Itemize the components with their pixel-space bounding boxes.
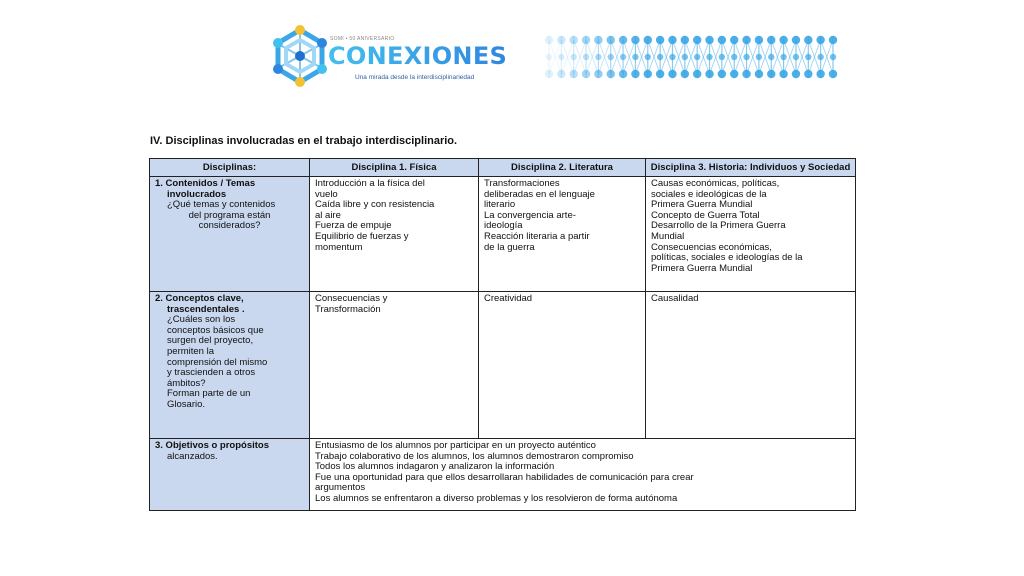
cell-line: Causas económicas, políticas, <box>651 178 780 189</box>
cell-line: Desarrollo de la Primera Guerra <box>651 220 786 232</box>
cell-line: Fuerza de empuje <box>315 220 392 232</box>
row-head-subtitle: ámbitos? <box>167 377 206 389</box>
row-head-title: involucrados <box>167 188 227 200</box>
row-head-title: 2. Conceptos clave, <box>155 293 244 304</box>
row-head-subtitle: Glosario. <box>167 398 206 410</box>
cell-line: de la guerra <box>484 241 535 253</box>
table-row <box>150 292 856 439</box>
logo-title: CONEXIONES <box>328 42 508 70</box>
cell-line: Trabajo colaborativo de los alumnos, los alumnos demostraron compromiso <box>315 450 634 462</box>
cell-line: Transformación <box>315 303 381 315</box>
row-head-subtitle: alcanzados. <box>167 450 218 462</box>
row-head-subtitle: del programa están <box>188 209 271 221</box>
cell-line: Primera Guerra Mundial <box>651 262 753 274</box>
cell-line: La convergencia arte- <box>484 209 576 221</box>
header-disciplina-2: Disciplina 2. Literatura <box>479 159 646 177</box>
cell-line: sociales e ideológicas de la <box>651 188 767 200</box>
cell-line: Consecuencias y <box>315 293 388 304</box>
header-disciplina-1: Disciplina 1. Física <box>310 159 479 177</box>
cell-line: Fue una oportunidad para que ellos desarrollaran habilidades de comunicación para crear <box>315 471 694 483</box>
row-head-title: 1. Contenidos / Temas <box>155 178 256 189</box>
logo-subtitle: Una mirada desde la interdisciplinariedad <box>355 74 475 81</box>
cell-historia-conceptos <box>646 292 856 439</box>
table-header-row <box>150 159 856 177</box>
cell-objetivos-merged <box>310 439 856 511</box>
cell-line: momentum <box>315 241 363 253</box>
row-head-subtitle: ¿Qué temas y contenidos <box>167 199 276 211</box>
section-title: IV. Disciplinas involucradas en el trabajo interdisciplinario. <box>150 135 458 147</box>
cell-line: al aire <box>315 209 341 221</box>
cell-line: Primera Guerra Mundial <box>651 199 753 211</box>
row-head-subtitle: Forman parte de un <box>167 388 251 400</box>
row-head-subtitle: surgen del proyecto, <box>167 335 254 347</box>
logo-small-text: SOMI • 50 ANIVERSARIO <box>330 36 395 42</box>
row-head-objetivos <box>150 439 310 511</box>
row-head-subtitle: conceptos básicos que <box>167 324 264 336</box>
row-head-title: 3. Objetivos o propósitos <box>155 440 270 451</box>
cell-line: Entusiasmo de los alumnos por participar en un proyecto auténtico <box>315 440 596 451</box>
cell-line: Todos los alumnos indagaron y analizaron la información <box>315 461 555 473</box>
row-head-title: trascendentales . <box>167 303 245 315</box>
header-disciplina-3: Disciplina 3. Historia: Individuos y Sociedad <box>646 159 856 177</box>
cell-literatura-contenidos <box>479 177 646 292</box>
cell-line: Equilibrio de fuerzas y <box>315 230 409 242</box>
cell-line: deliberadas en el lenguaje <box>484 188 595 200</box>
row-head-conceptos <box>150 292 310 439</box>
row-head-subtitle: comprensión del mismo <box>167 356 268 368</box>
header-disciplinas: Disciplinas: <box>150 159 310 177</box>
cell-line: Mundial <box>651 230 685 242</box>
cell-line: vuelo <box>315 188 338 200</box>
cell-line: políticas, sociales e ideologías de la <box>651 252 803 264</box>
decorative-network-band-icon <box>543 30 839 84</box>
cell-line: Introducción a la física del <box>315 178 425 189</box>
cell-line: ideología <box>484 220 523 232</box>
row-head-subtitle: considerados? <box>198 220 261 232</box>
cell-literatura-conceptos <box>479 292 646 439</box>
cell-line: Transformaciones <box>484 178 560 189</box>
row-head-contenidos <box>150 177 310 292</box>
molecule-logo-icon <box>270 24 330 88</box>
cell-line: argumentos <box>315 482 366 494</box>
row-head-subtitle: permiten la <box>167 345 214 357</box>
disciplines-table <box>149 158 856 511</box>
cell-line: Los alumnos se enfrentaron a diverso problemas y los resolvieron de forma autónoma <box>315 492 678 504</box>
cell-line: Reacción literaria a partir <box>484 230 590 242</box>
table-row <box>150 177 856 292</box>
cell-historia-contenidos <box>646 177 856 292</box>
cell-line: Concepto de Guerra Total <box>651 209 760 221</box>
cell-fisica-conceptos <box>310 292 479 439</box>
cell-fisica-contenidos <box>310 177 479 292</box>
cell-line: Causalidad <box>651 293 699 304</box>
conexiones-logo <box>270 22 508 90</box>
row-head-subtitle: ¿Cuáles son los <box>167 314 236 326</box>
row-head-subtitle: y trascienden a otros <box>167 367 256 379</box>
cell-line: Consecuencias económicas, <box>651 241 772 253</box>
cell-line: Creatividad <box>484 293 533 304</box>
cell-line: Caída libre y con resistencia <box>315 199 435 211</box>
cell-line: literario <box>484 199 516 211</box>
table-row <box>150 439 856 511</box>
